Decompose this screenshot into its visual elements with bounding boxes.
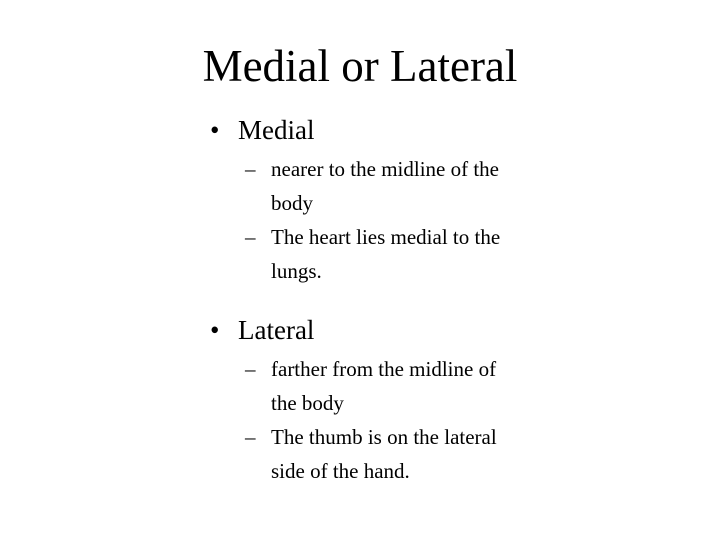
dash-icon: – — [245, 357, 256, 381]
slide-title: Medial or Lateral — [202, 41, 518, 91]
dash-icon: – — [245, 425, 256, 449]
bullet-dot-icon: • — [210, 315, 220, 345]
sub-item-text: nearer to the midline of the body — [271, 157, 499, 215]
dash-icon: – — [245, 225, 256, 249]
sub-item-text: farther from the midline of the body — [271, 357, 497, 415]
bullet-term-label: Medial — [238, 115, 315, 145]
sub-list-lateral — [210, 352, 540, 488]
sub-item-text: The thumb is on the lateral side of the hand. — [271, 425, 497, 483]
bullet-term-medial — [210, 114, 540, 146]
sub-list-medial — [210, 152, 540, 288]
bullet-medial — [210, 114, 540, 288]
sub-item-text: The heart lies medial to the lungs. — [271, 225, 501, 283]
bullet-term-lateral — [210, 314, 540, 346]
sub-item-definition — [210, 152, 521, 220]
sub-item-example — [210, 220, 521, 288]
sub-item-example — [210, 420, 521, 488]
dash-icon: – — [245, 157, 256, 181]
bullet-term-label: Lateral — [238, 315, 315, 345]
sub-item-definition — [210, 352, 521, 420]
bullet-lateral — [210, 314, 540, 488]
bullet-dot-icon: • — [210, 115, 220, 145]
